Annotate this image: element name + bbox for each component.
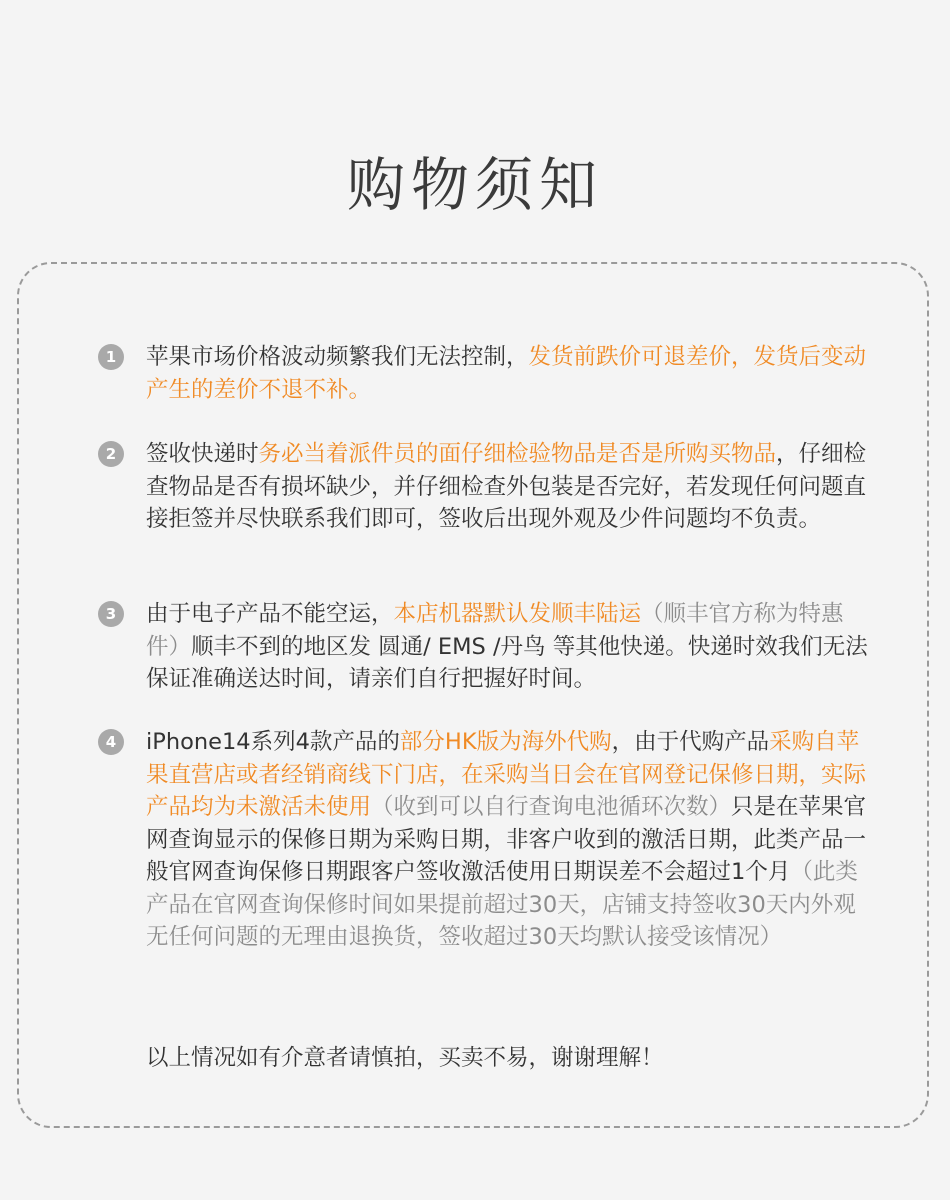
item-number-1-badge: 1 — [98, 344, 124, 370]
item-number-2-badge: 2 — [98, 441, 124, 467]
item-3-text-a: 由于电子产品不能空运， — [146, 601, 394, 627]
notice-item-2 — [146, 438, 876, 536]
item-3-note: （顺丰官方称为特惠件） — [146, 601, 844, 660]
notice-item-4 — [146, 726, 876, 954]
item-number-4-badge: 4 — [98, 729, 124, 755]
item-4-note-b: （此类产品在官网查询保修时间如果提前超过30天，店铺支持签收30天内外观无任何问题的无理由退换货，签收超过30天均默认接受该情况） — [146, 859, 858, 950]
page-title: 购物须知 — [346, 151, 603, 219]
item-4-text-c: 只是在苹果官网查询显示的保修日期为采购日期，非客户收到的激活日期，此类产品一般官网查询保修日期跟客户签收激活使用日期误差不会超过1个月 — [146, 794, 867, 885]
footer-note: 以上情况如有介意者请慎拍，买卖不易，谢谢理解！ — [146, 1045, 664, 1071]
item-4-highlight-b: 采购自苹果直营店或者经销商线下门店，在采购当日会在官网登记保修日期，实际产品均为未激活未使用 — [146, 729, 867, 820]
item-number-3-badge: 3 — [98, 601, 124, 627]
item-2-highlight: 务必当着派件员的面仔细检验物品是否是所购买物品 — [258, 441, 777, 467]
notice-item-3 — [146, 598, 876, 696]
item-2-text-b: ，仔细检查物品是否有损坏缺少，并仔细检查外包装是否完好，若发现任何问题直接拒签并尽快联系我们即可，签收后出现外观及少件问题均不负责。 — [146, 441, 867, 532]
item-4-text-a: iPhone14系列4款产品的 — [146, 729, 400, 755]
item-2-text-a: 签收快递时 — [146, 441, 259, 467]
notice-item-1 — [146, 341, 876, 406]
item-3-text-b: 顺丰不到的地区发 圆通/ EMS /丹鸟 等其他快递。快递时效我们无法保证准确送达时间，请亲们自行把握好时间。 — [146, 633, 868, 692]
item-4-note-a: （收到可以自行查询电池循环次数） — [371, 794, 732, 820]
item-3-highlight: 本店机器默认发顺丰陆运 — [393, 601, 642, 627]
item-4-highlight-a: 部分HK版为海外代购 — [399, 729, 612, 755]
item-1-highlight: 发货前跌价可退差价，发货后变动产生的差价不退不补。 — [146, 344, 867, 403]
item-4-text-b: ，由于代购产品 — [611, 729, 770, 755]
item-1-text: 苹果市场价格波动频繁我们无法控制， — [146, 344, 529, 370]
